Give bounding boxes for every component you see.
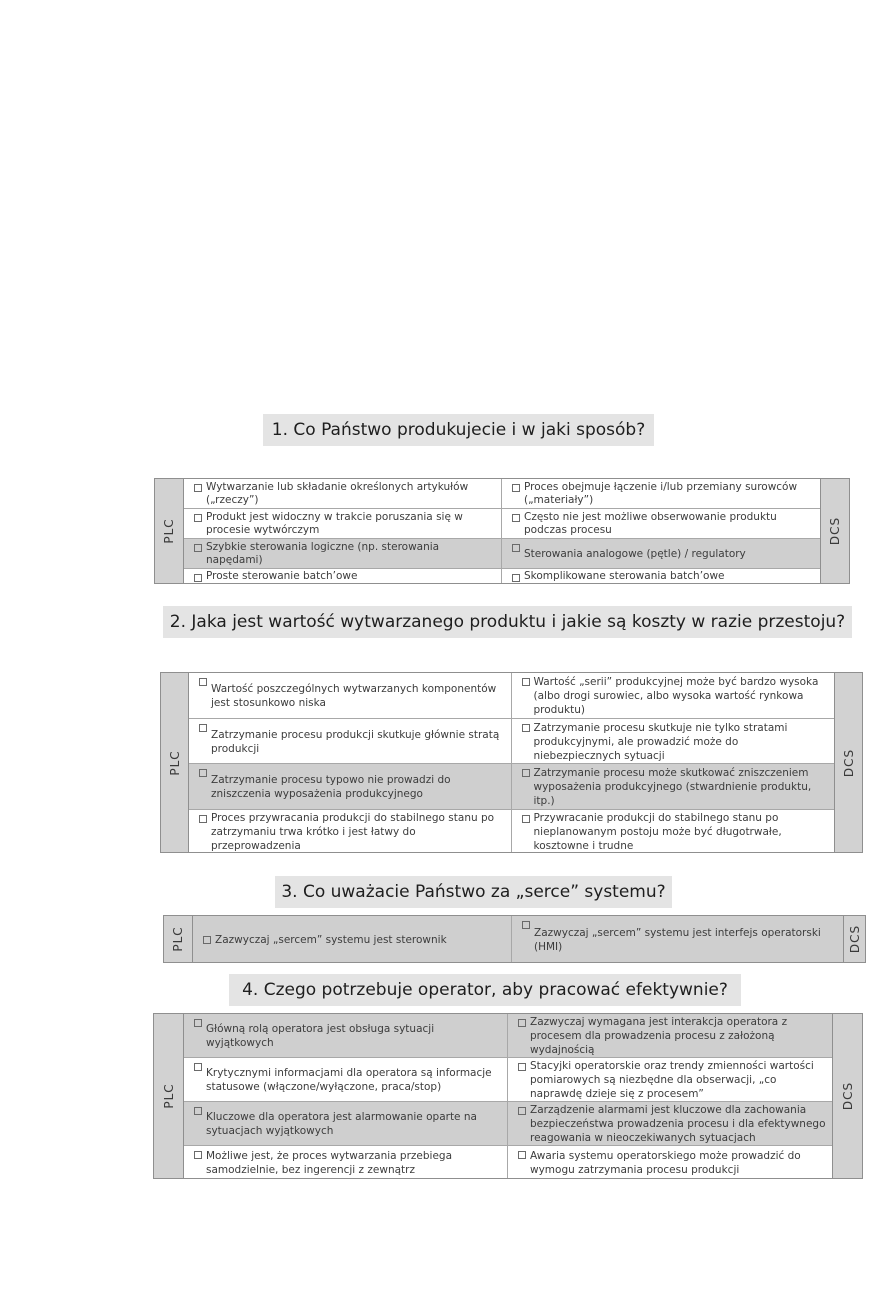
- dcs-cell: Przywracanie produkcji do stabilnego stanu po nieplanowanym postoju może być długotrwałe, kosztowne i trudne: [512, 810, 835, 852]
- section-4-table: [153, 1013, 863, 1179]
- checkbox-icon: [522, 769, 530, 777]
- plc-label-cell: [164, 916, 193, 962]
- table-row: [184, 1014, 832, 1058]
- checkbox-icon: [512, 544, 520, 552]
- dcs-cell: Stacyjki operatorskie oraz trendy zmienności wartości pomiarowych są niezbędne dla obserwacji, „co naprawdę dzieje się z procesem”: [508, 1058, 832, 1101]
- plc-cell: Wytwarzanie lub składanie określonych artykułów („rzeczy”): [184, 479, 502, 508]
- plc-cell: Zazwyczaj „sercem” systemu jest sterownik: [193, 916, 512, 962]
- dcs-cell: Zazwyczaj wymagana jest interakcja operatora z procesem dla prowadzenia procesu z założoną wydajnością: [508, 1014, 832, 1057]
- dcs-cell: Skomplikowane sterowania batch’owe: [502, 569, 820, 583]
- table-row: [193, 916, 843, 962]
- table-row: [184, 1146, 832, 1178]
- plc-cell: Produkt jest widoczny w trakcie poruszania się w procesie wytwórczym: [184, 509, 502, 538]
- table-row: [184, 479, 820, 509]
- checkbox-icon: [194, 1019, 202, 1027]
- dcs-cell: Zazwyczaj „sercem” systemu jest interfejs operatorski (HMI): [512, 916, 843, 962]
- comparison-rows: [184, 479, 820, 583]
- plc-cell: Proste sterowanie batch’owe: [184, 569, 502, 583]
- table-row: [184, 539, 820, 569]
- checkbox-icon: [512, 574, 520, 582]
- plc-label-cell: [154, 1014, 184, 1178]
- table-row: [189, 764, 834, 810]
- table-row: [184, 1102, 832, 1146]
- dcs-cell: Sterowania analogowe (pętle) / regulatory: [502, 539, 820, 568]
- checkbox-icon: [199, 815, 207, 823]
- plc-label: PLC: [171, 926, 185, 952]
- dcs-label: DCS: [840, 1081, 855, 1111]
- section-2-table: [160, 672, 863, 853]
- dcs-label: DCS: [847, 924, 862, 954]
- checkbox-icon: [518, 1151, 526, 1159]
- plc-cell: Wartość poszczególnych wytwarzanych komponentów jest stosunkowo niska: [189, 673, 512, 718]
- table-row: [184, 1058, 832, 1102]
- dcs-cell: Zarządzenie alarmami jest kluczowe dla zachowania bezpieczeństwa prowadzenia procesu i dla efektywnego reagowania w nieoczekiwanych sytuacjach: [508, 1102, 832, 1145]
- checkbox-icon: [512, 514, 520, 522]
- table-row: [189, 810, 834, 852]
- section-2-heading: 2. Jaka jest wartość wytwarzanego produktu i jakie są koszty w razie przestoju?: [163, 606, 852, 638]
- plc-cell: Krytycznymi informacjami dla operatora są informacje statusowe (włączone/wyłączone, praca/stop): [184, 1058, 508, 1101]
- dcs-label-cell: [843, 916, 865, 962]
- plc-cell: Proces przywracania produkcji do stabilnego stanu po zatrzymaniu trwa krótko i jest łatwy do przeprowadzenia: [189, 810, 512, 852]
- dcs-label-cell: [832, 1014, 862, 1178]
- plc-label: PLC: [161, 1083, 176, 1109]
- dcs-label: DCS: [828, 516, 842, 546]
- plc-cell: Zatrzymanie procesu produkcji skutkuje głównie stratą produkcji: [189, 719, 512, 763]
- plc-label: PLC: [162, 518, 176, 544]
- dcs-cell: Często nie jest możliwe obserwowanie produktu podczas procesu: [502, 509, 820, 538]
- section-4-heading: 4. Czego potrzebuje operator, aby pracować efektywnie?: [229, 974, 741, 1006]
- dcs-cell: Wartość „serii” produkcyjnej może być bardzo wysoka (albo drogi surowiec, albo wysoka wartość rynkowa produktu): [512, 673, 835, 718]
- section-1-heading: 1. Co Państwo produkujecie i w jaki sposób?: [263, 414, 654, 446]
- checkbox-icon: [194, 1107, 202, 1115]
- checkbox-icon: [194, 514, 202, 522]
- checkbox-icon: [199, 769, 207, 777]
- checkbox-icon: [522, 678, 530, 686]
- checkbox-icon: [194, 574, 202, 582]
- plc-cell: Szybkie sterowania logiczne (np. sterowania napędami): [184, 539, 502, 568]
- dcs-cell: Proces obejmuje łączenie i/lub przemiany surowców („materiały”): [502, 479, 820, 508]
- checkbox-icon: [194, 1063, 202, 1071]
- comparison-rows: [189, 673, 834, 852]
- dcs-label-cell: [820, 479, 849, 583]
- dcs-label: DCS: [841, 748, 856, 777]
- checkbox-icon: [522, 815, 530, 823]
- checkbox-icon: [199, 678, 207, 686]
- plc-cell: Zatrzymanie procesu typowo nie prowadzi do zniszczenia wyposażenia produkcyjnego: [189, 764, 512, 809]
- table-row: [184, 509, 820, 539]
- comparison-rows: [193, 916, 843, 962]
- plc-label: PLC: [167, 749, 182, 776]
- checkbox-icon: [522, 921, 530, 929]
- comparison-rows: [184, 1014, 832, 1178]
- checkbox-icon: [199, 724, 207, 732]
- checkbox-icon: [194, 544, 202, 552]
- checkbox-icon: [194, 484, 202, 492]
- plc-label-cell: [161, 673, 189, 852]
- checkbox-icon: [518, 1107, 526, 1115]
- plc-label-cell: [155, 479, 184, 583]
- table-row: [189, 719, 834, 764]
- checkbox-icon: [518, 1019, 526, 1027]
- section-3-heading: 3. Co uważacie Państwo za „serce” systemu?: [275, 876, 672, 908]
- checkbox-icon: [194, 1151, 202, 1159]
- section-3-table: [163, 915, 866, 963]
- section-1-table: [154, 478, 850, 584]
- plc-cell: Kluczowe dla operatora jest alarmowanie oparte na sytuacjach wyjątkowych: [184, 1102, 508, 1145]
- checkbox-icon: [522, 724, 530, 732]
- dcs-cell: Awaria systemu operatorskiego może prowadzić do wymogu zatrzymania procesu produkcji: [508, 1146, 832, 1178]
- table-row: [184, 569, 820, 583]
- dcs-cell: Zatrzymanie procesu skutkuje nie tylko stratami produkcyjnymi, ale prowadzić może do niebezpiecznych sytuacji: [512, 719, 835, 763]
- checkbox-icon: [512, 484, 520, 492]
- checkbox-icon: [518, 1063, 526, 1071]
- plc-cell: Możliwe jest, że proces wytwarzania przebiega samodzielnie, bez ingerencji z zewnątrz: [184, 1146, 508, 1178]
- dcs-cell: Zatrzymanie procesu może skutkować zniszczeniem wyposażenia produkcyjnego (stwardnienie produktu, itp.): [512, 764, 835, 809]
- table-row: [189, 673, 834, 719]
- checkbox-icon: [203, 936, 211, 944]
- dcs-label-cell: [834, 673, 862, 852]
- plc-cell: Główną rolą operatora jest obsługa sytuacji wyjątkowych: [184, 1014, 508, 1057]
